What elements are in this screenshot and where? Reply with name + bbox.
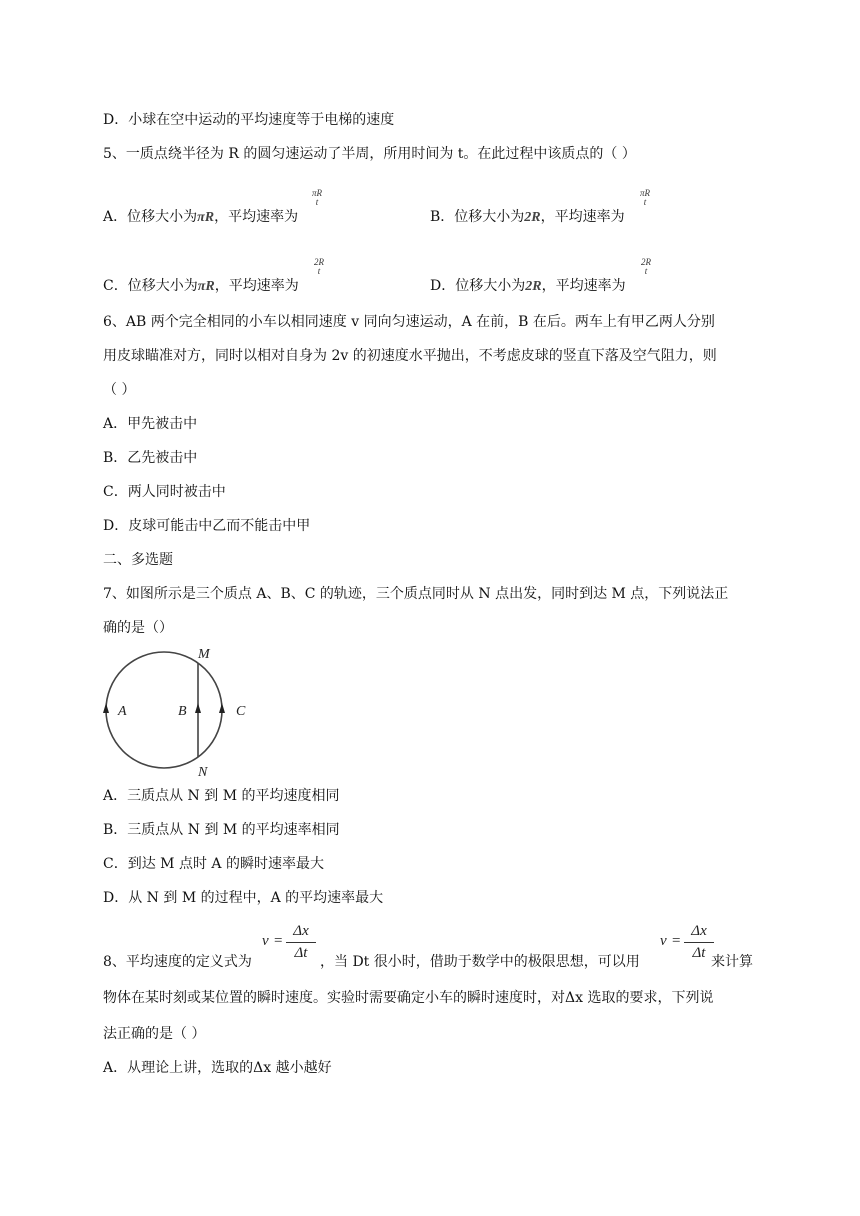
q5-option-a-mid: ，平均速率为: [214, 209, 299, 225]
fraction-bar: [684, 942, 714, 943]
formula-equals: =: [274, 933, 283, 949]
arrow-a-icon: [103, 703, 109, 713]
q8-stem-part-c: 来计算: [711, 954, 753, 970]
q8-stem-line2: 物体在某时刻或某位置的瞬时速度。实验时需要确定小车的瞬时速度时，对Δx 选取的要求，下列说: [103, 990, 714, 1006]
fraction-denominator: t: [315, 197, 319, 207]
q4-option-d: D．小球在空中运动的平均速度等于电梯的速度: [103, 112, 395, 128]
q5-option-d-rate-fraction: [641, 258, 651, 276]
q7-trajectory-figure: [98, 642, 268, 782]
label-c: C: [236, 704, 246, 719]
formula-numerator: Δx: [691, 923, 707, 939]
q8-stem-line3: 法正确的是（ ）: [103, 1026, 206, 1042]
q5-option-b-rate-fraction: [640, 189, 650, 207]
q7-option-c: C．到达 M 点时 A 的瞬时速率最大: [103, 856, 324, 872]
q5-option-a: [103, 207, 298, 228]
fraction-denominator: t: [317, 266, 321, 276]
q5-option-d-displacement: 2R: [525, 279, 542, 294]
label-a: A: [118, 704, 127, 719]
q5-option-c-rate-fraction: [314, 258, 324, 276]
q5-option-d: [430, 276, 626, 297]
fraction-numerator: 2R: [314, 257, 324, 267]
fraction-denominator: t: [643, 197, 647, 207]
formula-v: v: [262, 933, 269, 949]
q8-stem-part-a: 8、平均速度的定义式为: [103, 954, 252, 970]
q7-option-a: A．三质点从 N 到 M 的平均速度相同: [103, 788, 340, 804]
fraction-bar: [286, 942, 316, 943]
q8-formula-1: [262, 923, 318, 969]
q5-option-c-displacement: πR: [197, 279, 215, 294]
fraction-numerator: πR: [640, 188, 651, 198]
formula-denominator: Δt: [294, 945, 308, 961]
q8-stem-part-b: ，当 Dt 很小时，借助于数学中的极限思想，可以用: [320, 954, 640, 970]
q7-option-d: D．从 N 到 M 的过程中，A 的平均速率最大: [103, 890, 384, 906]
q8-formula-2: [660, 923, 716, 969]
q5-option-a-prefix: A．位移大小为: [103, 209, 198, 225]
label-n: N: [198, 765, 208, 780]
q6-option-d: D．皮球可能击中乙而不能击中甲: [103, 518, 311, 534]
formula-equals: =: [672, 933, 681, 949]
fraction-numerator: 2R: [641, 257, 651, 267]
q6-option-c: C．两人同时被击中: [103, 484, 226, 500]
q5-option-d-prefix: D．位移大小为: [430, 278, 526, 294]
q8-option-a: A．从理论上讲，选取的Δx 越小越好: [103, 1060, 332, 1076]
q5-option-b-prefix: B．位移大小为: [430, 209, 525, 225]
q5-option-b-displacement: 2R: [524, 210, 541, 225]
section-heading-multiple-choice: 二、多选题: [103, 552, 173, 568]
formula-numerator: Δx: [293, 923, 309, 939]
q5-option-c-mid: ，平均速率为: [214, 278, 299, 294]
q5-option-d-mid: ，平均速率为: [541, 278, 626, 294]
q5-option-c-prefix: C．位移大小为: [103, 278, 198, 294]
q6-option-a: A．甲先被击中: [103, 416, 198, 432]
arrow-b-icon: [195, 703, 201, 713]
q5-option-b-mid: ，平均速率为: [540, 209, 625, 225]
label-m: M: [198, 647, 210, 662]
arrow-c-icon: [219, 703, 225, 713]
q5-option-a-displacement: πR: [197, 210, 215, 225]
q7-option-b: B．三质点从 N 到 M 的平均速率相同: [103, 822, 340, 838]
q6-option-b: B．乙先被击中: [103, 450, 198, 466]
q6-stem-line2: 用皮球瞄准对方，同时以相对自身为 2v 的初速度水平抛出，不考虑皮球的竖直下落及空气阻力，则: [103, 348, 717, 364]
q5-option-b: [430, 207, 625, 228]
q5-stem: 5、一质点绕半径为 R 的圆匀速运动了半周，所用时间为 t。在此过程中该质点的（ ）: [103, 146, 636, 162]
label-b: B: [178, 704, 187, 719]
formula-v: v: [660, 933, 667, 949]
fraction-numerator: πR: [312, 188, 323, 198]
q7-stem-line2: 确的是（）: [103, 620, 173, 636]
q5-option-a-rate-fraction: [312, 189, 322, 207]
q6-stem-line3: （ ）: [103, 382, 136, 398]
q5-option-c: [103, 276, 299, 297]
q6-stem-line1: 6、AB 两个完全相同的小车以相同速度 v 同向匀速运动，A 在前，B 在后。两车上有甲乙两人分别: [103, 314, 715, 330]
q7-stem-line1: 7、如图所示是三个质点 A、B、C 的轨迹，三个质点同时从 N 点出发，同时到达 M 点，下列说法正: [103, 586, 729, 602]
fraction-denominator: t: [644, 266, 648, 276]
formula-denominator: Δt: [692, 945, 706, 961]
